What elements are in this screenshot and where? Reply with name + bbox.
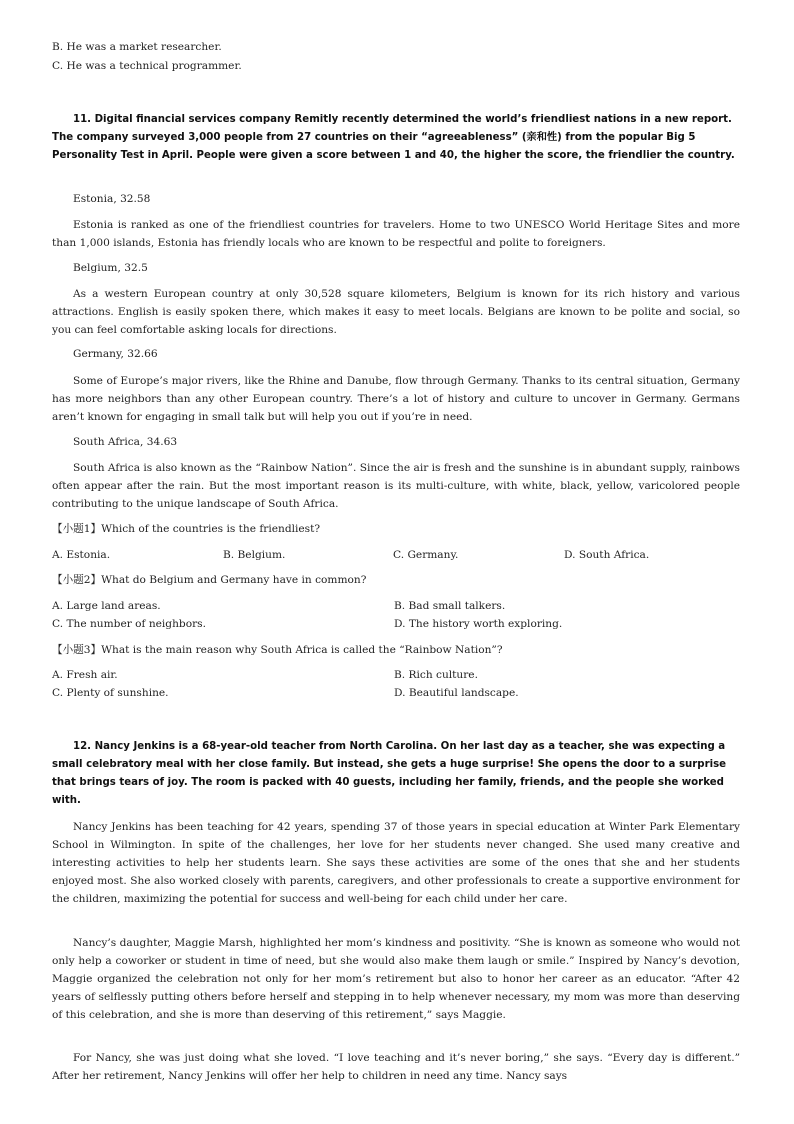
q11-2-stem: 【小题2】What do Belgium and Germany have in common? bbox=[52, 574, 367, 586]
q11-3-stem: 【小题3】What is the main reason why South Africa is called the “Rainbow Nation”? bbox=[52, 644, 503, 656]
q11-3-option-a[interactable]: A. Fresh air. bbox=[52, 669, 118, 681]
q11-3-option-b[interactable]: B. Rich culture. bbox=[394, 669, 478, 681]
q11-1-option-b[interactable]: B. Belgium. bbox=[223, 549, 286, 561]
q11-heading-text: 11. Digital financial services company Remitly recently determined the world’s friendliest nations in a new report. The company surveyed 3,000 people from 27 countries on their “agreeableness” (亲和性) from the popular Big 5 Personality Test in April. People were given a score between 1 and 40, the higher the score, the friendlier the country. bbox=[52, 114, 735, 161]
country-germany-title: Germany, 32.66 bbox=[73, 348, 158, 360]
q11-1-stem: 【小题1】Which of the countries is the friendliest? bbox=[52, 523, 321, 535]
q11-1-option-d[interactable]: D. South Africa. bbox=[564, 549, 650, 561]
q12-paragraph-3: For Nancy, she was just doing what she loved. “I love teaching and it’s never boring,” she says. “Every day is different.” After her retirement, Nancy Jenkins will offer her help to children in need any time. Nancy says bbox=[52, 1052, 740, 1082]
prev-option-c: C. He was a technical programmer. bbox=[52, 60, 242, 72]
country-estonia-title: Estonia, 32.58 bbox=[73, 193, 151, 205]
q11-2-option-c[interactable]: C. The number of neighbors. bbox=[52, 618, 206, 630]
q11-2-option-a[interactable]: A. Large land areas. bbox=[52, 600, 161, 612]
q11-1-option-c[interactable]: C. Germany. bbox=[393, 549, 459, 561]
country-south-africa-title: South Africa, 34.63 bbox=[73, 436, 178, 448]
q11-3-option-c[interactable]: C. Plenty of sunshine. bbox=[52, 687, 169, 699]
country-belgium-title: Belgium, 32.5 bbox=[73, 262, 148, 274]
q11-heading bbox=[52, 111, 742, 165]
q11-3-option-d[interactable]: D. Beautiful landscape. bbox=[394, 687, 519, 699]
q12-paragraph-1: Nancy Jenkins has been teaching for 42 years, spending 37 of those years in special education at Winter Park Elementary School in Wilmington. In spite of the challenges, her love for her students never changed. She used many creative and interesting activities to help her students learn. She says these activities are some of the ones that she and her students enjoyed most. She also worked closely with parents, caregivers, and other professionals to create a supportive environment for the children, maximizing the potential for success and well-being for each child under her care. bbox=[52, 821, 740, 905]
q12-paragraph-2: Nancy’s daughter, Maggie Marsh, highlighted her mom’s kindness and positivity. “She is known as someone who would not only help a coworker or student in time of need, but she would also make them laugh or smile.” Inspired by Nancy’s devotion, Maggie organized the celebration not only for her mom’s retirement but also to honor her career as an educator. “After 42 years of selflessly putting others before herself and stepping in to help whenever necessary, my mom was more than deserving of this celebration, and she is more than deserving of this retirement,” says Maggie. bbox=[52, 937, 740, 1021]
country-germany-text: Some of Europe’s major rivers, like the Rhine and Danube, flow through Germany. Thanks to its central situation, Germany has more neighbors than any other European country. There’s a lot of history and culture to uncover in Germany. Germans aren’t known for engaging in small talk but will help you out if you’re in need. bbox=[52, 375, 740, 423]
q12-heading-text: 12. Nancy Jenkins is a 68-year-old teacher from North Carolina. On her last day as a teacher, she was expecting a small celebratory meal with her close family. But instead, she gets a huge surprise! She opens the door to a surprise that brings tears of joy. The room is packed with 40 guests, including her family, friends, and the people she worked with. bbox=[52, 741, 727, 806]
q11-2-option-d[interactable]: D. The history worth exploring. bbox=[394, 618, 563, 630]
country-belgium-text: As a western European country at only 30,528 square kilometers, Belgium is known for its rich history and various attractions. English is easily spoken there, which makes it easy to meet locals. Belgians are known to be polite and social, so you can feel comfortable asking locals for directions. bbox=[52, 288, 740, 336]
country-estonia-text: Estonia is ranked as one of the friendliest countries for travelers. Home to two UNESCO World Heritage Sites and more than 1,000 islands, Estonia has friendly locals who are known to be respectful and polite to foreigners. bbox=[52, 219, 740, 249]
q11-1-option-a[interactable]: A. Estonia. bbox=[52, 549, 111, 561]
q11-2-option-b[interactable]: B. Bad small talkers. bbox=[394, 600, 506, 612]
country-south-africa-text: South Africa is also known as the “Rainbow Nation”. Since the air is fresh and the sunshine is in abundant supply, rainbows often appear after the rain. But the most important reason is its multi-culture, with white, black, yellow, varicolored people contributing to the unique landscape of South Africa. bbox=[52, 462, 740, 510]
q12-heading bbox=[52, 738, 742, 810]
prev-option-b: B. He was a market researcher. bbox=[52, 41, 222, 53]
